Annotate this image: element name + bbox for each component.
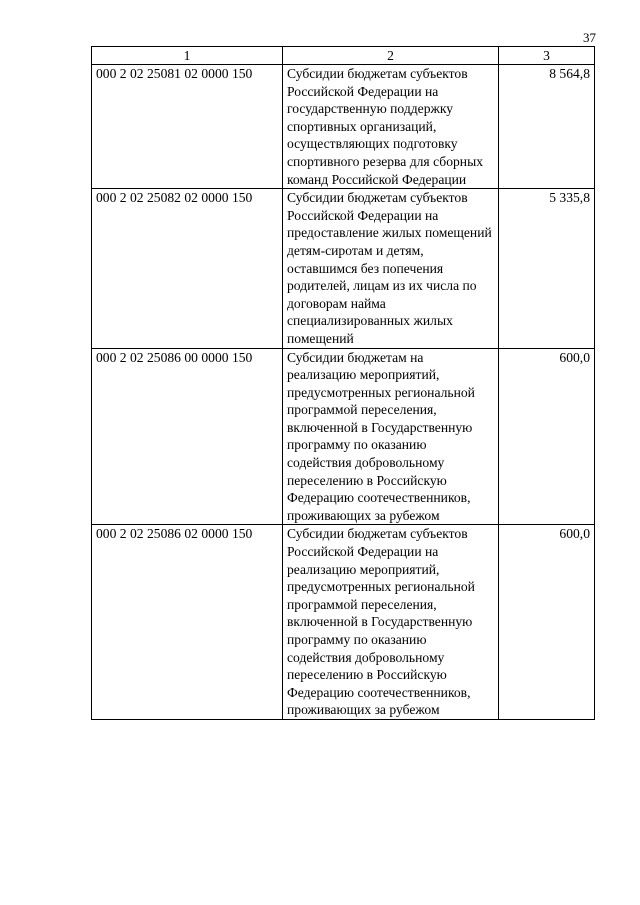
budget-table: [91, 46, 595, 720]
description-cell: Субсидии бюджетам субъектов Российской Федерации на реализацию мероприятий, предусмотренных региональной программой переселения, включенной в Государственную программу по оказанию содействия добровольному переселению в Российскую Федерацию соотечественников, проживающих за рубежом: [283, 525, 499, 720]
budget-code-cell: 000 2 02 25086 00 0000 150: [92, 348, 283, 525]
table-row: [92, 189, 595, 348]
amount-cell: 600,0: [499, 525, 595, 720]
amount-cell: 600,0: [499, 348, 595, 525]
amount-cell: 8 564,8: [499, 65, 595, 189]
page-number: 37: [583, 30, 596, 45]
table-row: [92, 65, 595, 189]
table-row: [92, 525, 595, 720]
column-header-amount: 3: [499, 47, 595, 65]
description-cell: Субсидии бюджетам субъектов Российской Федерации на предоставление жилых помещений детям-сиротам и детям, оставшимся без попечения родителей, лицам из их числа по договорам найма специализированных жилых помещений: [283, 189, 499, 348]
budget-code-cell: 000 2 02 25081 02 0000 150: [92, 65, 283, 189]
description-cell: Субсидии бюджетам на реализацию мероприятий, предусмотренных региональной программой переселения, включенной в Государственную программу по оказанию содействия добровольному переселению в Российскую Федерацию соотечественников, проживающих за рубежом: [283, 348, 499, 525]
budget-code-cell: 000 2 02 25086 02 0000 150: [92, 525, 283, 720]
description-cell: Субсидии бюджетам субъектов Российской Федерации на государственную поддержку спортивных организаций, осуществляющих подготовку спортивного резерва для сборных команд Российской Федерации: [283, 65, 499, 189]
amount-cell: 5 335,8: [499, 189, 595, 348]
column-header-description: 2: [283, 47, 499, 65]
column-header-code: 1: [92, 47, 283, 65]
budget-code-cell: 000 2 02 25082 02 0000 150: [92, 189, 283, 348]
table-row: [92, 348, 595, 525]
header-row: [92, 47, 595, 65]
